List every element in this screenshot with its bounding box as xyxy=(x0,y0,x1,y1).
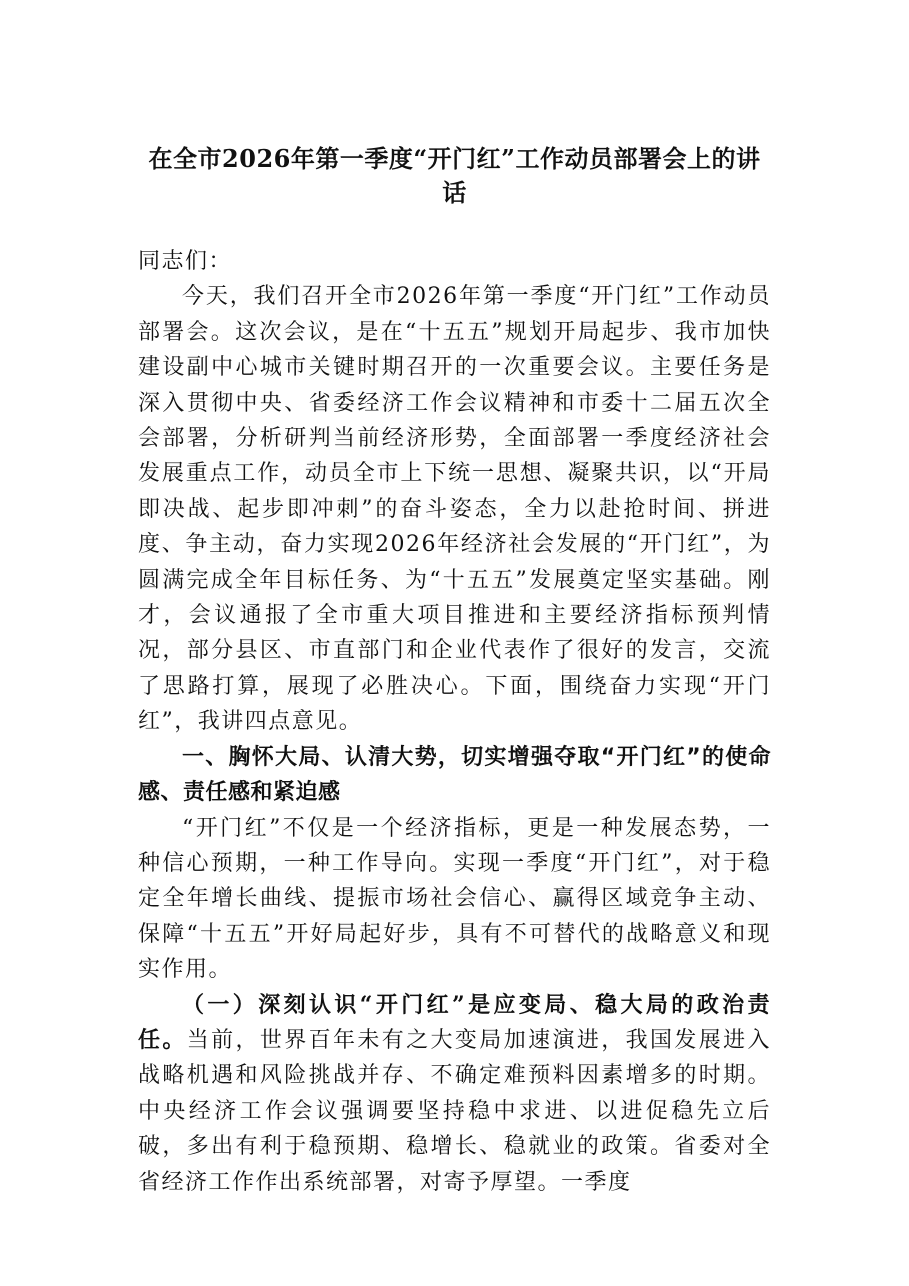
section-1-paragraph: “开门红”不仅是一个经济指标，更是一种发展态势，一种信心预期，一种工作导向。实现一季度“开门红”，对于稳定全年增长曲线、提振市场社会信心、赢得区域竞争主动、保障“十五五”开好局起好步，具有不可替代的战略意义和现实作用。 xyxy=(138,815,771,983)
subsection-1-body: 当前，世界百年未有之大变局加速演进，我国发展进入战略机遇和风险挑战并存、不确定难预料因素增多的时期。中央经济工作会议强调要坚持稳中求进、以进促稳先立后破，多出有利于稳预期、稳增长、稳就业的政策。省委对全省经济工作作出系统部署，对寄予厚望。一季度 xyxy=(138,1027,771,1195)
salutation: 同志们： xyxy=(138,249,233,274)
document-body xyxy=(138,244,771,1200)
intro-paragraph: 今天，我们召开全市2026年第一季度“开门红”工作动员部署会。这次会议，是在“十五五”规划开局起步、我市加快建设副中心城市关键时期召开的一次重要会议。主要任务是深入贯彻中央、省委经济工作会议精神和市委十二届五次全会部署，分析研判当前经济形势，全面部署一季度经济社会发展重点工作，动员全市上下统一思想、凝聚共识，以“开局即决战、起步即冲刺”的奋斗姿态，全力以赴抢时间、拼进度、争主动，奋力实现2026年经济社会发展的“开门红”，为圆满完成全年目标任务、为“十五五”发展奠定坚实基础。刚才，会议通报了全市重大项目推进和主要经济指标预判情况，部分县区、市直部门和企业代表作了很好的发言，交流了思路打算，展现了必胜决心。下面，围绕奋力实现“开门红”，我讲四点意见。 xyxy=(138,284,771,735)
section-1-heading: 一、胸怀大局、认清大势，切实增强夺取“开门红”的使命感、责任感和紧迫感 xyxy=(138,744,771,806)
document-title: 在全市2026年第一季度“开门红”工作动员部署会上的讲话 xyxy=(148,144,761,207)
subsection-1-paragraph xyxy=(138,988,771,1200)
subsection-1-heading: （一）深刻认识“开门红”是应变局、稳大局的政治责任。 xyxy=(138,991,771,1053)
